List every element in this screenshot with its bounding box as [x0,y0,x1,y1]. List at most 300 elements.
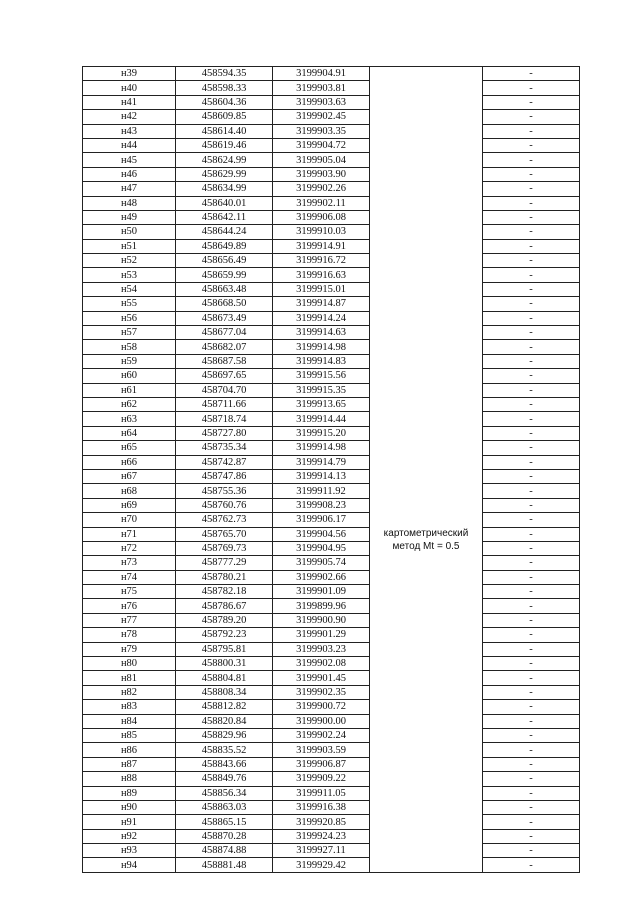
point-id-cell: н76 [83,599,176,613]
method-cell [370,743,483,757]
mark-cell: - [483,182,580,196]
mark-cell: - [483,268,580,282]
method-cell [370,167,483,181]
x-coordinate-cell: 458755.36 [176,484,273,498]
mark-cell: - [483,282,580,296]
point-id-cell: н67 [83,469,176,483]
x-coordinate-cell: 458624.99 [176,153,273,167]
method-cell [370,556,483,570]
point-id-cell: н54 [83,282,176,296]
mark-cell: - [483,613,580,627]
method-cell [370,700,483,714]
method-cell [370,67,483,81]
table-row [83,397,580,411]
point-id-cell: н56 [83,311,176,325]
y-coordinate-cell: 3199903.90 [273,167,370,181]
method-cell [370,153,483,167]
x-coordinate-cell: 458786.67 [176,599,273,613]
y-coordinate-cell: 3199916.72 [273,254,370,268]
table-row [83,800,580,814]
method-cell [370,110,483,124]
table-row [83,642,580,656]
method-cell [370,498,483,512]
y-coordinate-cell: 3199903.63 [273,95,370,109]
mark-cell: - [483,196,580,210]
x-coordinate-cell: 458604.36 [176,95,273,109]
x-coordinate-cell: 458795.81 [176,642,273,656]
x-coordinate-cell: 458792.23 [176,628,273,642]
method-cell [370,354,483,368]
table-row [83,613,580,627]
table-row [83,786,580,800]
y-coordinate-cell: 3199913.65 [273,397,370,411]
mark-cell: - [483,556,580,570]
table-row [83,815,580,829]
point-id-cell: н47 [83,182,176,196]
y-coordinate-cell: 3199899.96 [273,599,370,613]
method-cell [370,570,483,584]
mark-cell: - [483,498,580,512]
x-coordinate-cell: 458777.29 [176,556,273,570]
y-coordinate-cell: 3199915.35 [273,383,370,397]
method-cell [370,297,483,311]
method-cell [370,455,483,469]
mark-cell: - [483,858,580,872]
method-cell [370,95,483,109]
table-row [83,657,580,671]
table-row [83,455,580,469]
x-coordinate-cell: 458881.48 [176,858,273,872]
y-coordinate-cell: 3199903.59 [273,743,370,757]
table-row [83,829,580,843]
mark-cell: - [483,225,580,239]
table-row [83,196,580,210]
table-row [83,110,580,124]
method-cell [370,124,483,138]
x-coordinate-cell: 458843.66 [176,757,273,771]
table-row [83,254,580,268]
x-coordinate-cell: 458789.20 [176,613,273,627]
table-row [83,858,580,872]
y-coordinate-cell: 3199900.00 [273,714,370,728]
x-coordinate-cell: 458849.76 [176,772,273,786]
x-coordinate-cell: 458742.87 [176,455,273,469]
point-id-cell: н55 [83,297,176,311]
y-coordinate-cell: 3199904.72 [273,138,370,152]
table-row [83,757,580,771]
method-cell [370,383,483,397]
x-coordinate-cell: 458640.01 [176,196,273,210]
method-cell [370,340,483,354]
point-id-cell: н75 [83,585,176,599]
table-row [83,167,580,181]
mark-cell: - [483,800,580,814]
table-row [83,67,580,81]
mark-cell: - [483,153,580,167]
y-coordinate-cell: 3199902.08 [273,657,370,671]
method-cell [370,714,483,728]
table-row [83,383,580,397]
point-id-cell: н46 [83,167,176,181]
point-id-cell: н70 [83,513,176,527]
method-cell [370,138,483,152]
point-id-cell: н81 [83,671,176,685]
point-id-cell: н84 [83,714,176,728]
x-coordinate-cell: 458687.58 [176,354,273,368]
method-cell [370,585,483,599]
method-cell [370,484,483,498]
table-row [83,541,580,555]
y-coordinate-cell: 3199914.24 [273,311,370,325]
mark-cell: - [483,326,580,340]
table-row [83,239,580,253]
y-coordinate-cell: 3199915.01 [273,282,370,296]
method-cell [370,182,483,196]
x-coordinate-cell: 458747.86 [176,469,273,483]
table-row [83,685,580,699]
x-coordinate-cell: 458782.18 [176,585,273,599]
point-id-cell: н73 [83,556,176,570]
table-row [83,599,580,613]
table-row [83,95,580,109]
point-id-cell: н52 [83,254,176,268]
x-coordinate-cell: 458598.33 [176,81,273,95]
method-cell [370,858,483,872]
mark-cell: - [483,167,580,181]
method-cell [370,441,483,455]
y-coordinate-cell: 3199905.04 [273,153,370,167]
x-coordinate-cell: 458865.15 [176,815,273,829]
x-coordinate-cell: 458765.70 [176,527,273,541]
x-coordinate-cell: 458812.82 [176,700,273,714]
x-coordinate-cell: 458619.46 [176,138,273,152]
mark-cell: - [483,412,580,426]
table-row [83,153,580,167]
y-coordinate-cell: 3199906.17 [273,513,370,527]
y-coordinate-cell: 3199901.09 [273,585,370,599]
y-coordinate-cell: 3199914.98 [273,340,370,354]
point-id-cell: н69 [83,498,176,512]
point-id-cell: н82 [83,685,176,699]
table-row [83,714,580,728]
x-coordinate-cell: 458682.07 [176,340,273,354]
x-coordinate-cell: 458800.31 [176,657,273,671]
y-coordinate-cell: 3199904.91 [273,67,370,81]
x-coordinate-cell: 458769.73 [176,541,273,555]
point-id-cell: н42 [83,110,176,124]
method-cell [370,786,483,800]
table-row [83,326,580,340]
y-coordinate-cell: 3199903.35 [273,124,370,138]
mark-cell: - [483,772,580,786]
point-id-cell: н59 [83,354,176,368]
y-coordinate-cell: 3199914.87 [273,297,370,311]
point-id-cell: н74 [83,570,176,584]
method-cell [370,671,483,685]
mark-cell: - [483,829,580,843]
x-coordinate-cell: 458663.48 [176,282,273,296]
y-coordinate-cell: 3199929.42 [273,858,370,872]
method-cell [370,685,483,699]
point-id-cell: н71 [83,527,176,541]
y-coordinate-cell: 3199914.83 [273,354,370,368]
point-id-cell: н64 [83,426,176,440]
method-cell [370,225,483,239]
y-coordinate-cell: 3199914.91 [273,239,370,253]
y-coordinate-cell: 3199924.23 [273,829,370,843]
point-id-cell: н40 [83,81,176,95]
mark-cell: - [483,426,580,440]
x-coordinate-cell: 458718.74 [176,412,273,426]
method-cell [370,210,483,224]
mark-cell: - [483,138,580,152]
mark-cell: - [483,844,580,858]
mark-cell: - [483,81,580,95]
table-row [83,354,580,368]
method-cell [370,469,483,483]
point-id-cell: н68 [83,484,176,498]
mark-cell: - [483,124,580,138]
y-coordinate-cell: 3199902.24 [273,728,370,742]
point-id-cell: н48 [83,196,176,210]
mark-cell: - [483,757,580,771]
y-coordinate-cell: 3199903.81 [273,81,370,95]
mark-cell: - [483,628,580,642]
table-row [83,225,580,239]
table-row [83,743,580,757]
x-coordinate-cell: 458874.88 [176,844,273,858]
coordinates-table-page [82,66,580,873]
y-coordinate-cell: 3199920.85 [273,815,370,829]
mark-cell: - [483,67,580,81]
x-coordinate-cell: 458835.52 [176,743,273,757]
table-row [83,628,580,642]
method-cell [370,844,483,858]
x-coordinate-cell: 458677.04 [176,326,273,340]
mark-cell: - [483,685,580,699]
table-row [83,282,580,296]
method-cell [370,513,483,527]
y-coordinate-cell: 3199905.74 [273,556,370,570]
point-id-cell: н90 [83,800,176,814]
mark-cell: - [483,110,580,124]
table-row [83,844,580,858]
table-row [83,412,580,426]
method-cell [370,282,483,296]
point-id-cell: н62 [83,397,176,411]
y-coordinate-cell: 3199914.79 [273,455,370,469]
table-row [83,210,580,224]
x-coordinate-cell: 458649.89 [176,239,273,253]
x-coordinate-cell: 458780.21 [176,570,273,584]
x-coordinate-cell: 458656.49 [176,254,273,268]
mark-cell: - [483,441,580,455]
mark-cell: - [483,541,580,555]
method-cell [370,397,483,411]
x-coordinate-cell: 458673.49 [176,311,273,325]
x-coordinate-cell: 458704.70 [176,383,273,397]
mark-cell: - [483,786,580,800]
y-coordinate-cell: 3199914.44 [273,412,370,426]
table-row [83,570,580,584]
mark-cell: - [483,239,580,253]
x-coordinate-cell: 458856.34 [176,786,273,800]
table-row [83,369,580,383]
table-row [83,426,580,440]
y-coordinate-cell: 3199915.20 [273,426,370,440]
method-cell [370,599,483,613]
y-coordinate-cell: 3199915.56 [273,369,370,383]
table-row [83,484,580,498]
x-coordinate-cell: 458727.80 [176,426,273,440]
point-id-cell: н78 [83,628,176,642]
mark-cell: - [483,599,580,613]
y-coordinate-cell: 3199906.87 [273,757,370,771]
point-id-cell: н43 [83,124,176,138]
method-cell [370,426,483,440]
mark-cell: - [483,311,580,325]
y-coordinate-cell: 3199916.63 [273,268,370,282]
x-coordinate-cell: 458808.34 [176,685,273,699]
mark-cell: - [483,815,580,829]
table-row [83,297,580,311]
coordinates-table [82,66,580,873]
method-cell [370,657,483,671]
point-id-cell: н63 [83,412,176,426]
mark-cell: - [483,527,580,541]
method-cell [370,628,483,642]
table-row [83,311,580,325]
mark-cell: - [483,570,580,584]
mark-cell: - [483,513,580,527]
point-id-cell: н91 [83,815,176,829]
mark-cell: - [483,714,580,728]
method-cell [370,527,483,552]
point-id-cell: н60 [83,369,176,383]
x-coordinate-cell: 458820.84 [176,714,273,728]
table-row [83,138,580,152]
x-coordinate-cell: 458629.99 [176,167,273,181]
mark-cell: - [483,297,580,311]
x-coordinate-cell: 458642.11 [176,210,273,224]
y-coordinate-cell: 3199927.11 [273,844,370,858]
y-coordinate-cell: 3199902.45 [273,110,370,124]
method-cell [370,642,483,656]
y-coordinate-cell: 3199903.23 [273,642,370,656]
method-accuracy: метод Mt = 0.5 [392,541,460,552]
x-coordinate-cell: 458762.73 [176,513,273,527]
method-cell [370,254,483,268]
y-coordinate-cell: 3199900.90 [273,613,370,627]
x-coordinate-cell: 458659.99 [176,268,273,282]
y-coordinate-cell: 3199902.26 [273,182,370,196]
y-coordinate-cell: 3199902.35 [273,685,370,699]
method-cell [370,815,483,829]
mark-cell: - [483,700,580,714]
table-row [83,527,580,541]
y-coordinate-cell: 3199901.29 [273,628,370,642]
point-id-cell: н39 [83,67,176,81]
point-id-cell: н66 [83,455,176,469]
x-coordinate-cell: 458668.50 [176,297,273,311]
x-coordinate-cell: 458697.65 [176,369,273,383]
table-row [83,772,580,786]
mark-cell: - [483,671,580,685]
method-cell [370,369,483,383]
mark-cell: - [483,340,580,354]
mark-cell: - [483,585,580,599]
x-coordinate-cell: 458609.85 [176,110,273,124]
mark-cell: - [483,469,580,483]
x-coordinate-cell: 458594.35 [176,67,273,81]
point-id-cell: н49 [83,210,176,224]
table-row [83,441,580,455]
table-row [83,585,580,599]
y-coordinate-cell: 3199902.66 [273,570,370,584]
table-row [83,671,580,685]
table-row [83,513,580,527]
point-id-cell: н44 [83,138,176,152]
x-coordinate-cell: 458804.81 [176,671,273,685]
method-cell [370,196,483,210]
y-coordinate-cell: 3199916.38 [273,800,370,814]
point-id-cell: н93 [83,844,176,858]
point-id-cell: н51 [83,239,176,253]
x-coordinate-cell: 458711.66 [176,397,273,411]
x-coordinate-cell: 458760.76 [176,498,273,512]
table-row [83,81,580,95]
method-cell [370,728,483,742]
y-coordinate-cell: 3199900.72 [273,700,370,714]
point-id-cell: н87 [83,757,176,771]
point-id-cell: н92 [83,829,176,843]
x-coordinate-cell: 458644.24 [176,225,273,239]
point-id-cell: н86 [83,743,176,757]
point-id-cell: н83 [83,700,176,714]
point-id-cell: н57 [83,326,176,340]
point-id-cell: н79 [83,642,176,656]
method-cell [370,326,483,340]
x-coordinate-cell: 458614.40 [176,124,273,138]
x-coordinate-cell: 458735.34 [176,441,273,455]
point-id-cell: н58 [83,340,176,354]
mark-cell: - [483,254,580,268]
point-id-cell: н45 [83,153,176,167]
method-cell [370,412,483,426]
point-id-cell: н80 [83,657,176,671]
y-coordinate-cell: 3199914.63 [273,326,370,340]
y-coordinate-cell: 3199908.23 [273,498,370,512]
mark-cell: - [483,743,580,757]
method-cell [370,239,483,253]
x-coordinate-cell: 458863.03 [176,800,273,814]
y-coordinate-cell: 3199904.95 [273,541,370,555]
table-row [83,700,580,714]
x-coordinate-cell: 458870.28 [176,829,273,843]
point-id-cell: н77 [83,613,176,627]
mark-cell: - [483,210,580,224]
mark-cell: - [483,484,580,498]
mark-cell: - [483,383,580,397]
y-coordinate-cell: 3199902.11 [273,196,370,210]
method-name: картометрический [383,528,469,539]
mark-cell: - [483,728,580,742]
point-id-cell: н89 [83,786,176,800]
table-row [83,182,580,196]
table-row [83,268,580,282]
method-cell [370,829,483,843]
y-coordinate-cell: 3199914.13 [273,469,370,483]
